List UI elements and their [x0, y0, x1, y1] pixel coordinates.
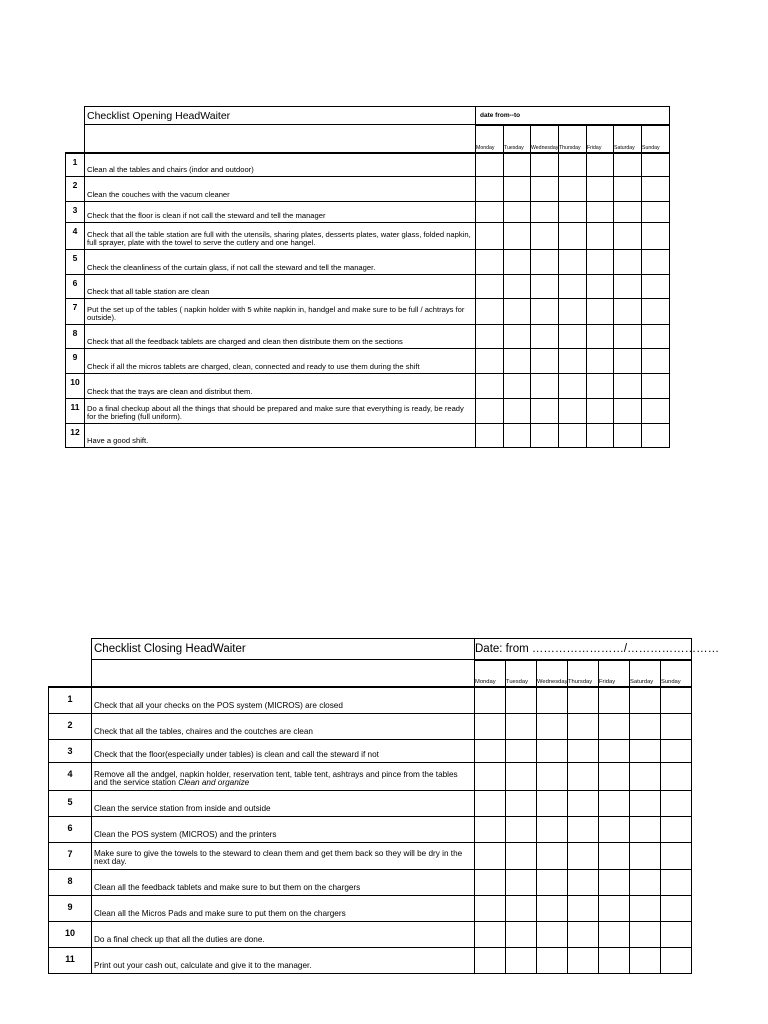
- task-text: Do a final check up that all the duties are done.: [92, 922, 475, 948]
- check-cell[interactable]: [587, 250, 614, 275]
- check-cell[interactable]: [504, 349, 531, 374]
- check-cell[interactable]: [568, 922, 599, 948]
- check-cell[interactable]: [642, 223, 670, 250]
- check-cell[interactable]: [661, 791, 692, 817]
- check-cell[interactable]: [568, 740, 599, 763]
- check-cell[interactable]: [568, 817, 599, 843]
- opening-date-field[interactable]: [531, 107, 670, 125]
- check-cell[interactable]: [661, 896, 692, 922]
- check-cell[interactable]: [642, 153, 670, 177]
- check-cell[interactable]: [568, 791, 599, 817]
- check-cell[interactable]: [587, 153, 614, 177]
- table-row: [66, 250, 670, 275]
- task-text: Clean the POS system (MICROS) and the printers: [92, 817, 475, 843]
- closing-date-label[interactable]: Date: from ……………………/……………………: [475, 639, 692, 660]
- check-cell[interactable]: [504, 202, 531, 223]
- check-cell[interactable]: [476, 399, 504, 424]
- check-cell[interactable]: [475, 763, 506, 791]
- check-cell[interactable]: [599, 687, 630, 714]
- task-number: 5: [49, 791, 92, 817]
- check-cell[interactable]: [506, 763, 537, 791]
- task-number: 1: [66, 153, 85, 177]
- task-number: 4: [49, 763, 92, 791]
- task-number: 7: [66, 299, 85, 325]
- check-cell[interactable]: [642, 325, 670, 349]
- check-cell[interactable]: [599, 740, 630, 763]
- table-row: [49, 922, 692, 948]
- check-cell[interactable]: [475, 817, 506, 843]
- check-cell[interactable]: [642, 299, 670, 325]
- task-text: Check that all your checks on the POS system (MICROS) are closed: [92, 687, 475, 714]
- check-cell[interactable]: [476, 153, 504, 177]
- check-cell[interactable]: [506, 948, 537, 974]
- check-cell[interactable]: [642, 177, 670, 202]
- check-cell[interactable]: [504, 325, 531, 349]
- check-cell[interactable]: [599, 896, 630, 922]
- check-cell[interactable]: [531, 424, 559, 448]
- table-row: [66, 202, 670, 223]
- check-cell[interactable]: [630, 922, 661, 948]
- check-cell[interactable]: [537, 843, 568, 870]
- check-cell[interactable]: [559, 202, 587, 223]
- check-cell[interactable]: [531, 202, 559, 223]
- check-cell[interactable]: [630, 843, 661, 870]
- task-number: 2: [66, 177, 85, 202]
- check-cell[interactable]: [476, 202, 504, 223]
- opening-day-sunday: Sunday: [642, 125, 670, 153]
- check-cell[interactable]: [504, 399, 531, 424]
- check-cell[interactable]: [504, 153, 531, 177]
- opening-day-header: [66, 125, 670, 153]
- table-row: [66, 177, 670, 202]
- task-number: 6: [49, 817, 92, 843]
- check-cell[interactable]: [559, 374, 587, 399]
- check-cell[interactable]: [599, 714, 630, 740]
- check-cell[interactable]: [642, 424, 670, 448]
- opening-date-label: date from--to: [476, 107, 531, 125]
- opening-checklist-table: [65, 106, 670, 448]
- closing-day-monday: Monday: [475, 660, 506, 687]
- check-cell[interactable]: [630, 896, 661, 922]
- check-cell[interactable]: [599, 843, 630, 870]
- check-cell[interactable]: [475, 870, 506, 896]
- task-text: Check that the floor(especially under tables) is clean and call the steward if not: [92, 740, 475, 763]
- check-cell[interactable]: [587, 223, 614, 250]
- table-row: [66, 299, 670, 325]
- task-number: 4: [66, 223, 85, 250]
- check-cell[interactable]: [537, 896, 568, 922]
- check-cell[interactable]: [559, 399, 587, 424]
- table-row: [66, 223, 670, 250]
- check-cell[interactable]: [504, 424, 531, 448]
- opening-day-monday: Monday: [476, 125, 504, 153]
- check-cell[interactable]: [614, 299, 642, 325]
- closing-title: Checklist Closing HeadWaiter: [92, 639, 475, 660]
- table-row: [66, 374, 670, 399]
- check-cell[interactable]: [661, 817, 692, 843]
- check-cell[interactable]: [531, 374, 559, 399]
- task-number: 1: [49, 687, 92, 714]
- check-cell[interactable]: [568, 763, 599, 791]
- check-cell[interactable]: [599, 817, 630, 843]
- check-cell[interactable]: [614, 202, 642, 223]
- check-cell[interactable]: [537, 763, 568, 791]
- check-cell[interactable]: [614, 424, 642, 448]
- check-cell[interactable]: [642, 374, 670, 399]
- check-cell[interactable]: [531, 275, 559, 299]
- task-number: 7: [49, 843, 92, 870]
- table-row: [49, 740, 692, 763]
- check-cell[interactable]: [531, 223, 559, 250]
- task-text: Check that all the feedback tablets are charged and clean then distribute them on the sections: [85, 325, 476, 349]
- check-cell[interactable]: [587, 325, 614, 349]
- task-number: 10: [49, 922, 92, 948]
- task-number: 3: [66, 202, 85, 223]
- check-cell[interactable]: [559, 275, 587, 299]
- check-cell[interactable]: [476, 250, 504, 275]
- check-cell[interactable]: [531, 325, 559, 349]
- closing-day-friday: Friday: [599, 660, 630, 687]
- table-row: [66, 153, 670, 177]
- check-cell[interactable]: [642, 275, 670, 299]
- task-number: 2: [49, 714, 92, 740]
- check-cell[interactable]: [531, 250, 559, 275]
- task-text: Check that the floor is clean if not call the steward and tell the manager: [85, 202, 476, 223]
- check-cell[interactable]: [559, 349, 587, 374]
- table-row: [49, 817, 692, 843]
- check-cell[interactable]: [661, 763, 692, 791]
- check-cell[interactable]: [476, 223, 504, 250]
- closing-checklist-table: [48, 638, 720, 974]
- check-cell[interactable]: [642, 399, 670, 424]
- check-cell[interactable]: [506, 922, 537, 948]
- check-cell[interactable]: [506, 843, 537, 870]
- check-cell[interactable]: [614, 374, 642, 399]
- task-number: 11: [49, 948, 92, 974]
- check-cell[interactable]: [559, 299, 587, 325]
- check-cell[interactable]: [537, 948, 568, 974]
- check-cell[interactable]: [614, 250, 642, 275]
- check-cell[interactable]: [504, 275, 531, 299]
- check-cell[interactable]: [506, 817, 537, 843]
- check-cell[interactable]: [587, 374, 614, 399]
- check-cell[interactable]: [504, 374, 531, 399]
- task-text: Print out your cash out, calculate and give it to the manager.: [92, 948, 475, 974]
- check-cell[interactable]: [475, 740, 506, 763]
- task-number: 6: [66, 275, 85, 299]
- check-cell[interactable]: [599, 922, 630, 948]
- task-text: Put the set up of the tables ( napkin holder with 5 white napkin in, handgel and make sure to be full / achtrays for outside).: [85, 299, 476, 325]
- check-cell[interactable]: [531, 349, 559, 374]
- opening-day-wednesday: Wednesday: [531, 125, 559, 153]
- check-cell[interactable]: [476, 374, 504, 399]
- check-cell[interactable]: [614, 349, 642, 374]
- check-cell[interactable]: [642, 202, 670, 223]
- check-cell[interactable]: [537, 817, 568, 843]
- table-row: [66, 325, 670, 349]
- check-cell[interactable]: [599, 870, 630, 896]
- opening-day-saturday: Saturday: [614, 125, 642, 153]
- task-number: 3: [49, 740, 92, 763]
- check-cell[interactable]: [568, 870, 599, 896]
- check-cell[interactable]: [476, 299, 504, 325]
- task-text: Do a final checkup about all the things that should be prepared and make sure that everything is ready, be ready for the briefing (full uniform).: [85, 399, 476, 424]
- task-text: Clean al the tables and chairs (indor and outdoor): [85, 153, 476, 177]
- task-text: Check that all the tables, chaires and the coutches are clean: [92, 714, 475, 740]
- task-text-main: Remove all the andgel, napkin holder, reservation tent, table tent, ashtrays and pince from the tables and the service station: [94, 769, 458, 788]
- check-cell[interactable]: [506, 870, 537, 896]
- check-cell[interactable]: [475, 714, 506, 740]
- check-cell[interactable]: [587, 399, 614, 424]
- check-cell[interactable]: [599, 948, 630, 974]
- task-number: 5: [66, 250, 85, 275]
- task-text: Check the cleanliness of the curtain glass, if not call the steward and tell the manager.: [85, 250, 476, 275]
- table-row: [49, 896, 692, 922]
- check-cell[interactable]: [661, 948, 692, 974]
- table-row: [49, 763, 692, 791]
- check-cell[interactable]: [568, 714, 599, 740]
- check-cell[interactable]: [642, 349, 670, 374]
- check-cell[interactable]: [661, 922, 692, 948]
- task-text: Have a good shift.: [85, 424, 476, 448]
- opening-day-tuesday: Tuesday: [504, 125, 531, 153]
- check-cell[interactable]: [587, 177, 614, 202]
- check-cell[interactable]: [504, 223, 531, 250]
- check-cell[interactable]: [559, 250, 587, 275]
- table-row: [66, 275, 670, 299]
- check-cell[interactable]: [630, 817, 661, 843]
- check-cell[interactable]: [475, 843, 506, 870]
- check-cell[interactable]: [614, 153, 642, 177]
- check-cell[interactable]: [614, 399, 642, 424]
- closing-day-thursday: Thursday: [568, 660, 599, 687]
- task-number: 10: [66, 374, 85, 399]
- check-cell[interactable]: [476, 424, 504, 448]
- closing-day-sunday: Sunday: [661, 660, 692, 687]
- check-cell[interactable]: [568, 687, 599, 714]
- opening-day-thursday: Thursday: [559, 125, 587, 153]
- check-cell[interactable]: [506, 687, 537, 714]
- check-cell[interactable]: [661, 870, 692, 896]
- check-cell[interactable]: [506, 714, 537, 740]
- task-text: [92, 763, 475, 791]
- table-row: [49, 843, 692, 870]
- task-number: 8: [66, 325, 85, 349]
- task-text: Check that all the table station are full with the utensils, sharing plates, desserts plates, water glass, folded napkin, full sprayer, plate with the towel to serve the cutlery and one hangel.: [85, 223, 476, 250]
- task-text: Clean all the Micros Pads and make sure to put them on the chargers: [92, 896, 475, 922]
- check-cell[interactable]: [630, 714, 661, 740]
- check-cell[interactable]: [559, 223, 587, 250]
- check-cell[interactable]: [630, 948, 661, 974]
- check-cell[interactable]: [475, 687, 506, 714]
- task-text: Check if all the micros tablets are charged, clean, connected and ready to use them during the shift: [85, 349, 476, 374]
- check-cell[interactable]: [559, 153, 587, 177]
- check-cell[interactable]: [630, 870, 661, 896]
- table-row: [49, 687, 692, 714]
- check-cell[interactable]: [559, 424, 587, 448]
- opening-title: Checklist Opening HeadWaiter: [85, 107, 476, 125]
- check-cell[interactable]: [559, 177, 587, 202]
- check-cell[interactable]: [537, 714, 568, 740]
- check-cell[interactable]: [568, 948, 599, 974]
- task-number: 11: [66, 399, 85, 424]
- task-text-emphasis: Clean and organize: [178, 778, 250, 788]
- task-text: Check that all table station are clean: [85, 275, 476, 299]
- check-cell[interactable]: [504, 177, 531, 202]
- check-cell[interactable]: [537, 740, 568, 763]
- task-text: Clean all the feedback tablets and make sure to but them on the chargers: [92, 870, 475, 896]
- table-row: [49, 948, 692, 974]
- check-cell[interactable]: [568, 843, 599, 870]
- opening-day-friday: Friday: [587, 125, 614, 153]
- check-cell[interactable]: [475, 922, 506, 948]
- check-cell[interactable]: [559, 325, 587, 349]
- task-text: Check that the trays are clean and distribut them.: [85, 374, 476, 399]
- task-number: 9: [49, 896, 92, 922]
- check-cell[interactable]: [587, 275, 614, 299]
- check-cell[interactable]: [475, 948, 506, 974]
- check-cell[interactable]: [537, 922, 568, 948]
- table-row: [49, 870, 692, 896]
- check-cell[interactable]: [587, 349, 614, 374]
- closing-day-saturday: Saturday: [630, 660, 661, 687]
- check-cell[interactable]: [476, 177, 504, 202]
- check-cell[interactable]: [475, 791, 506, 817]
- check-cell[interactable]: [506, 896, 537, 922]
- check-cell[interactable]: [630, 740, 661, 763]
- task-text: Make sure to give the towels to the steward to clean them and get them back so they will be dry in the next day.: [92, 843, 475, 870]
- check-cell[interactable]: [614, 223, 642, 250]
- closing-day-wednesday: Wednesday: [537, 660, 568, 687]
- check-cell[interactable]: [506, 740, 537, 763]
- task-text: Clean the couches with the vacum cleaner: [85, 177, 476, 202]
- check-cell[interactable]: [661, 714, 692, 740]
- check-cell[interactable]: [599, 791, 630, 817]
- check-cell[interactable]: [476, 275, 504, 299]
- check-cell[interactable]: [537, 791, 568, 817]
- check-cell[interactable]: [614, 275, 642, 299]
- table-row: [66, 424, 670, 448]
- check-cell[interactable]: [504, 250, 531, 275]
- check-cell[interactable]: [537, 870, 568, 896]
- check-cell[interactable]: [661, 687, 692, 714]
- check-cell[interactable]: [630, 687, 661, 714]
- check-cell[interactable]: [661, 740, 692, 763]
- check-cell[interactable]: [531, 177, 559, 202]
- check-cell[interactable]: [599, 763, 630, 791]
- check-cell[interactable]: [506, 791, 537, 817]
- check-cell[interactable]: [614, 325, 642, 349]
- task-text: Clean the service station from inside and outside: [92, 791, 475, 817]
- check-cell[interactable]: [587, 424, 614, 448]
- closing-day-header: [49, 660, 692, 687]
- table-row: [49, 714, 692, 740]
- check-cell[interactable]: [642, 250, 670, 275]
- check-cell[interactable]: [504, 299, 531, 325]
- task-number: 12: [66, 424, 85, 448]
- task-number: 9: [66, 349, 85, 374]
- table-row: [49, 791, 692, 817]
- table-row: [66, 349, 670, 374]
- check-cell[interactable]: [614, 177, 642, 202]
- closing-day-tuesday: Tuesday: [506, 660, 537, 687]
- check-cell[interactable]: [531, 299, 559, 325]
- check-cell[interactable]: [661, 843, 692, 870]
- check-cell[interactable]: [630, 763, 661, 791]
- table-row: [66, 399, 670, 424]
- check-cell[interactable]: [537, 687, 568, 714]
- check-cell[interactable]: [568, 896, 599, 922]
- check-cell[interactable]: [587, 299, 614, 325]
- check-cell[interactable]: [630, 791, 661, 817]
- check-cell[interactable]: [476, 349, 504, 374]
- check-cell[interactable]: [587, 202, 614, 223]
- task-number: 8: [49, 870, 92, 896]
- check-cell[interactable]: [531, 153, 559, 177]
- check-cell[interactable]: [476, 325, 504, 349]
- check-cell[interactable]: [531, 399, 559, 424]
- check-cell[interactable]: [475, 896, 506, 922]
